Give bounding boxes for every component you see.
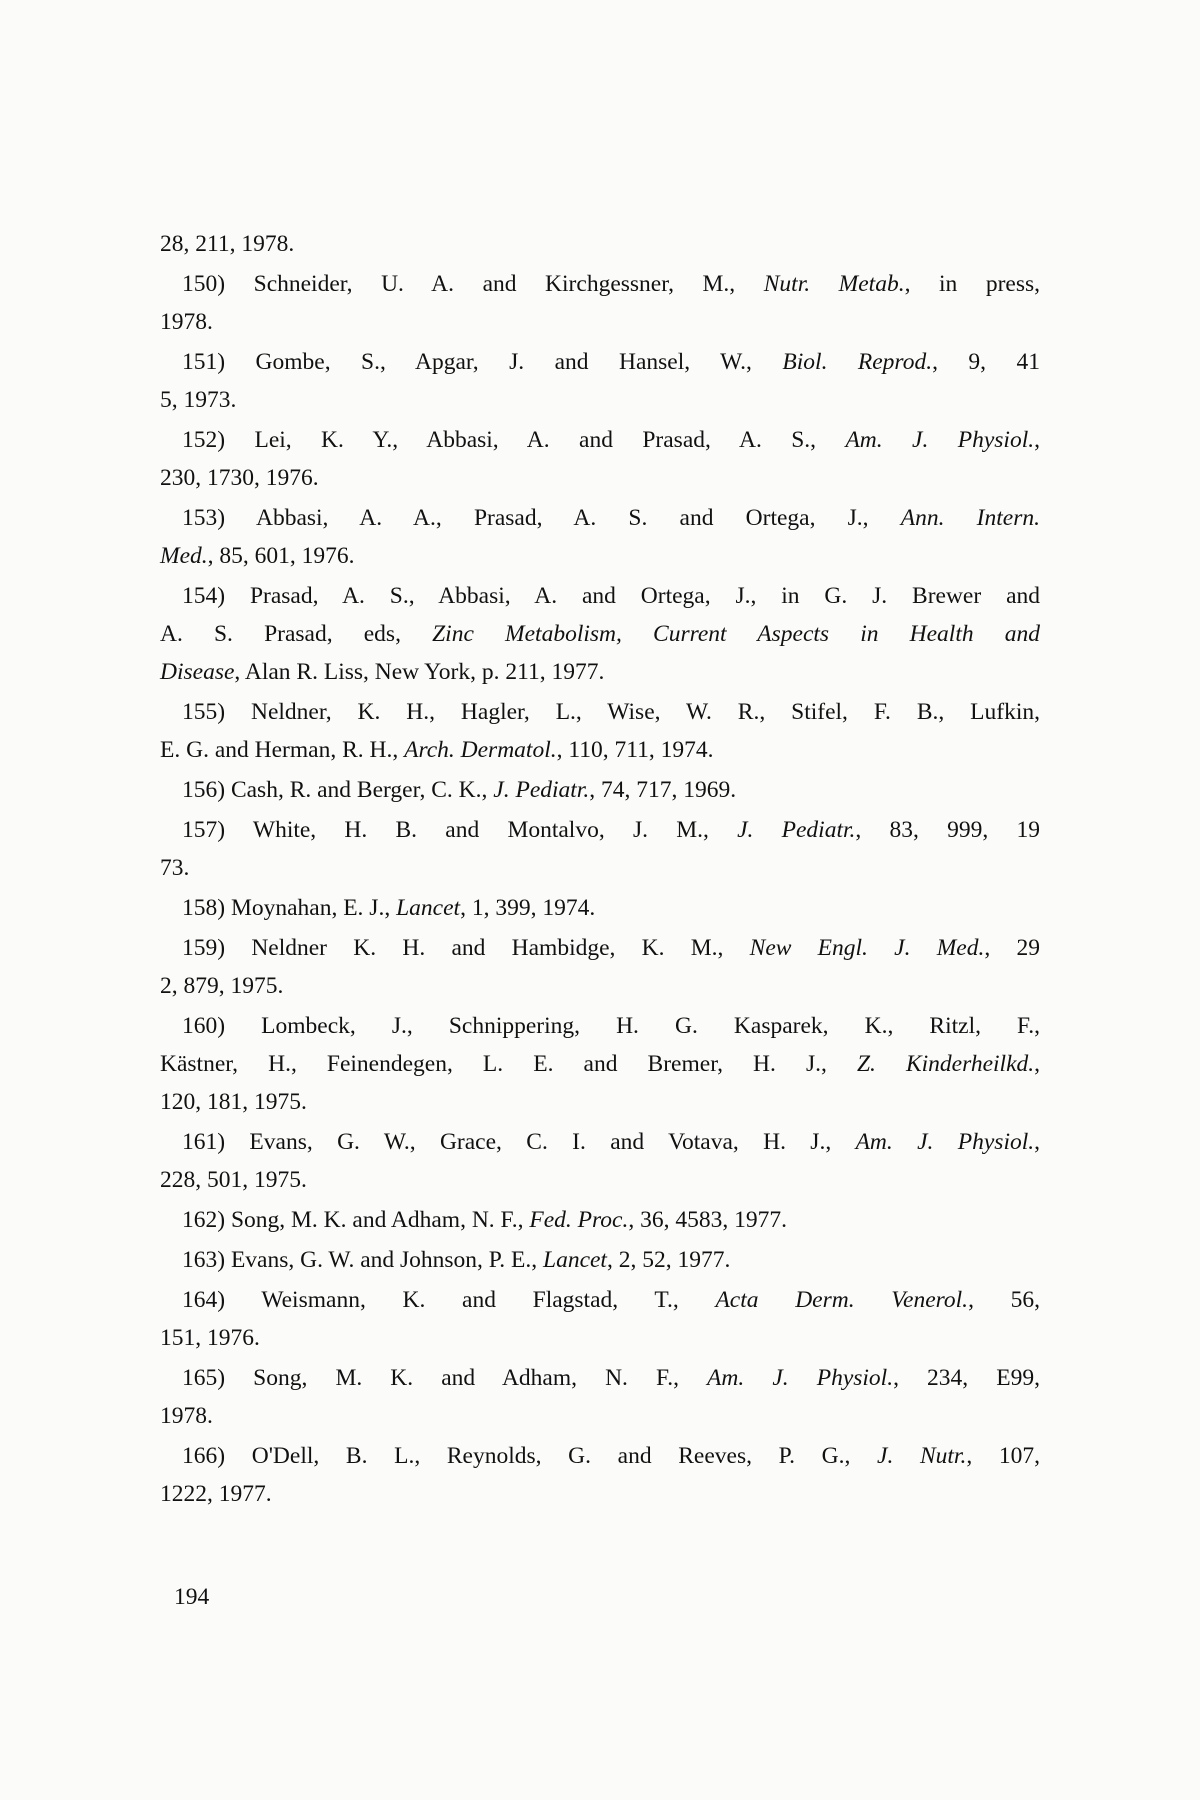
reference-line bbox=[160, 889, 1040, 927]
reference-161 bbox=[160, 1123, 1040, 1199]
reference-line bbox=[160, 1281, 1040, 1319]
reference-text: 163) Evans, G. W. and Johnson, P. E., bbox=[182, 1247, 543, 1273]
reference-text: 1222, 1977. bbox=[160, 1481, 272, 1507]
reference-line bbox=[160, 537, 1040, 575]
reference-text: 157) White, H. B. and Montalvo, J. M., bbox=[182, 817, 738, 843]
journal-title: Am. J. Physiol. bbox=[707, 1365, 894, 1391]
reference-text: , 36, 4583, 1977. bbox=[628, 1207, 787, 1233]
reference-line bbox=[160, 1319, 1040, 1357]
reference-157 bbox=[160, 811, 1040, 887]
reference-line bbox=[160, 1045, 1040, 1083]
journal-title: Acta Derm. Venerol. bbox=[715, 1287, 969, 1313]
journal-title: Biol. Reprod. bbox=[782, 349, 933, 375]
reference-text: , 110, 711, 1974. bbox=[556, 737, 714, 763]
reference-text: , 9, 41 bbox=[932, 349, 1041, 375]
reference-text: , 85, 601, 1976. bbox=[207, 543, 355, 569]
reference-line bbox=[160, 381, 1040, 419]
journal-title: J. Pediatr. bbox=[737, 817, 856, 843]
reference-text: , Alan R. Liss, New York, p. 211, 1977. bbox=[234, 659, 605, 685]
reference-text: 158) Moynahan, E. J., bbox=[182, 895, 397, 921]
reference-text: 150) Schneider, U. A. and Kirchgessner, M., bbox=[182, 271, 764, 297]
reference-line bbox=[160, 1083, 1040, 1121]
journal-title: Z. Kinderheilkd. bbox=[856, 1051, 1035, 1077]
reference-line bbox=[160, 1397, 1040, 1435]
reference-line bbox=[160, 1201, 1040, 1239]
reference-line bbox=[160, 459, 1040, 497]
reference-line bbox=[160, 265, 1040, 303]
reference-text: 156) Cash, R. and Berger, C. K., bbox=[182, 777, 494, 803]
journal-title: Disease bbox=[160, 659, 235, 685]
journal-title: Lancet bbox=[543, 1247, 607, 1273]
journal-title: Fed. Proc. bbox=[529, 1207, 629, 1233]
reference-line bbox=[160, 811, 1040, 849]
reference-text: 152) Lei, K. Y., Abbasi, A. and Prasad, A. S., bbox=[182, 427, 846, 453]
page-number: 194 bbox=[174, 1584, 210, 1610]
reference-line bbox=[160, 343, 1040, 381]
reference-155 bbox=[160, 693, 1040, 769]
reference-text: 120, 181, 1975. bbox=[160, 1089, 307, 1115]
reference-line bbox=[160, 731, 1040, 769]
reference-text: , 74, 717, 1969. bbox=[589, 777, 737, 803]
reference-text: 5, 1973. bbox=[160, 387, 237, 413]
reference-163 bbox=[160, 1241, 1040, 1279]
reference-line bbox=[160, 225, 1040, 263]
reference-text: 162) Song, M. K. and Adham, N. F., bbox=[182, 1207, 530, 1233]
reference-165 bbox=[160, 1359, 1040, 1435]
journal-title: Ann. Intern. bbox=[900, 505, 1040, 531]
reference-156 bbox=[160, 771, 1040, 809]
reference-line bbox=[160, 771, 1040, 809]
reference-text: , bbox=[1034, 1051, 1041, 1077]
reference-text: 154) Prasad, A. S., Abbasi, A. and Ortega, J., in G. J. Brewer and bbox=[182, 583, 1040, 609]
reference-154 bbox=[160, 577, 1040, 691]
reference-continuation bbox=[160, 225, 1040, 263]
journal-title: Am. J. Physiol. bbox=[845, 427, 1035, 453]
reference-line bbox=[160, 1123, 1040, 1161]
reference-158 bbox=[160, 889, 1040, 927]
journal-title: Arch. Dermatol. bbox=[404, 737, 557, 763]
reference-153 bbox=[160, 499, 1040, 575]
reference-text: E. G. and Herman, R. H., bbox=[160, 737, 405, 763]
reference-line bbox=[160, 1161, 1040, 1199]
reference-text: A. S. Prasad, eds, bbox=[160, 621, 433, 647]
reference-line bbox=[160, 1475, 1040, 1513]
journal-title: Med. bbox=[160, 543, 208, 569]
reference-line bbox=[160, 1007, 1040, 1045]
reference-text: 164) Weismann, K. and Flagstad, T., bbox=[182, 1287, 716, 1313]
reference-160 bbox=[160, 1007, 1040, 1121]
journal-title: Am. J. Physiol. bbox=[855, 1129, 1035, 1155]
reference-text: , 29 bbox=[984, 935, 1040, 961]
reference-line bbox=[160, 693, 1040, 731]
journal-title: J. Nutr. bbox=[877, 1443, 967, 1469]
reference-text: 230, 1730, 1976. bbox=[160, 465, 319, 491]
reference-166 bbox=[160, 1437, 1040, 1513]
reference-text: , in press, bbox=[904, 271, 1041, 297]
reference-text: , bbox=[1034, 427, 1040, 453]
reference-line bbox=[160, 1359, 1040, 1397]
reference-text: 2, 879, 1975. bbox=[160, 973, 284, 999]
reference-text: 228, 501, 1975. bbox=[160, 1167, 307, 1193]
journal-title: New Engl. J. Med. bbox=[749, 935, 985, 961]
journal-title: J. Pediatr. bbox=[493, 777, 590, 803]
reference-text: 166) O'Dell, B. L., Reynolds, G. and Reeves, P. G., bbox=[182, 1443, 878, 1469]
reference-152 bbox=[160, 421, 1040, 497]
reference-text: 1978. bbox=[160, 309, 213, 335]
reference-text: Kästner, H., Feinendegen, L. E. and Bremer, H. J., bbox=[160, 1051, 857, 1077]
reference-text: 1978. bbox=[160, 1403, 213, 1429]
reference-line bbox=[160, 577, 1040, 615]
reference-text: 73. bbox=[160, 855, 190, 881]
reference-text: , 2, 52, 1977. bbox=[606, 1247, 731, 1273]
reference-150 bbox=[160, 265, 1040, 341]
reference-line bbox=[160, 849, 1040, 887]
reference-text: 155) Neldner, K. H., Hagler, L., Wise, W. R., Stifel, F. B., Lufkin, bbox=[182, 699, 1040, 725]
reference-line bbox=[160, 303, 1040, 341]
reference-text: , 56, bbox=[968, 1287, 1040, 1313]
reference-162 bbox=[160, 1201, 1040, 1239]
reference-line bbox=[160, 653, 1040, 691]
reference-text: 160) Lombeck, J., Schnippering, H. G. Kasparek, K., Ritzl, F., bbox=[182, 1013, 1040, 1039]
journal-title: Nutr. Metab. bbox=[763, 271, 905, 297]
reference-164 bbox=[160, 1281, 1040, 1357]
reference-text: 165) Song, M. K. and Adham, N. F., bbox=[182, 1365, 708, 1391]
reference-159 bbox=[160, 929, 1040, 1005]
reference-list bbox=[160, 225, 1040, 1513]
reference-text: , 83, 999, 19 bbox=[855, 817, 1040, 843]
reference-line bbox=[160, 1437, 1040, 1475]
reference-line bbox=[160, 499, 1040, 537]
reference-text: 161) Evans, G. W., Grace, C. I. and Votava, H. J., bbox=[182, 1129, 856, 1155]
reference-text: 151) Gombe, S., Apgar, J. and Hansel, W., bbox=[182, 349, 783, 375]
reference-text: , 234, E99, bbox=[893, 1365, 1040, 1391]
reference-line bbox=[160, 615, 1040, 653]
reference-151 bbox=[160, 343, 1040, 419]
reference-text: 151, 1976. bbox=[160, 1325, 260, 1351]
reference-text: , 107, bbox=[966, 1443, 1040, 1469]
reference-line bbox=[160, 1241, 1040, 1279]
reference-line bbox=[160, 421, 1040, 459]
journal-title: Lancet bbox=[396, 895, 461, 921]
reference-text: 159) Neldner K. H. and Hambidge, K. M., bbox=[182, 935, 750, 961]
reference-text: 28, 211, 1978. bbox=[160, 231, 295, 257]
reference-line bbox=[160, 929, 1040, 967]
reference-text: , bbox=[1034, 1129, 1040, 1155]
journal-title: Zinc Metabolism, Current Aspects in Health and bbox=[432, 621, 1040, 647]
reference-text: 153) Abbasi, A. A., Prasad, A. S. and Ortega, J., bbox=[182, 505, 901, 531]
reference-text: , 1, 399, 1974. bbox=[460, 895, 596, 921]
reference-line bbox=[160, 967, 1040, 1005]
